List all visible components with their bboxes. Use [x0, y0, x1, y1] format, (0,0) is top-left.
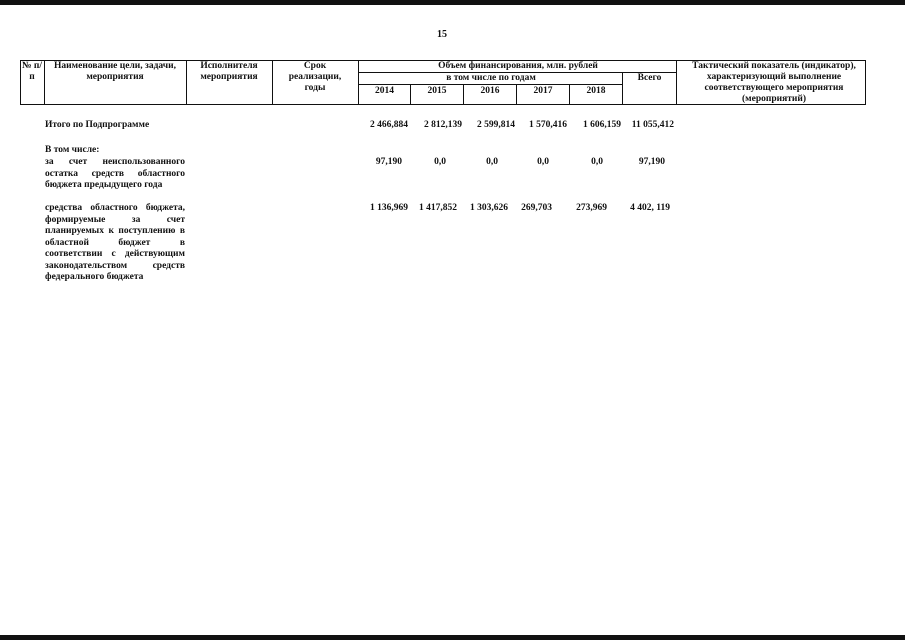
- col-divider: [676, 60, 677, 104]
- header-year-2015: 2015: [427, 86, 447, 96]
- value-2018: 1 606,159: [583, 120, 621, 130]
- col-divider: [272, 60, 273, 104]
- header-indicator: Тактический показатель (индикатор), характеризующий выполнение соответствующего мероприятия (мероприятий): [692, 61, 856, 104]
- header-funding-title: Объем финансирования, млн. рублей: [438, 61, 598, 71]
- value-total: 11 055,412: [631, 120, 674, 130]
- col-divider: [358, 60, 359, 104]
- value-2016: 2 599,814: [477, 120, 515, 130]
- col-divider: [865, 60, 866, 104]
- row-label-remainder: за счет неиспользованного остатка средств областного бюджета предыдущего года: [45, 157, 185, 190]
- years-sub-line: [358, 84, 622, 85]
- value-2016: 1 303,626: [470, 203, 508, 213]
- row-label-regional-budget: средства областного бюджета, формируемые за счет планируемых к поступлению в областной бюджет в соответствии с действующим законодательством средств федерального бюджета: [45, 203, 185, 282]
- value-2017: 1 570,416: [529, 120, 567, 130]
- header-col-number: № п/п: [21, 61, 43, 82]
- header-year-2014: 2014: [375, 86, 394, 96]
- col-divider: [186, 60, 187, 104]
- value-2014: 97,190: [375, 157, 402, 167]
- value-2016: 0,0: [486, 157, 498, 167]
- value-total: 97,190: [638, 157, 665, 167]
- row-label-total: Итого по Подпрограмме: [45, 120, 150, 130]
- header-year-2018: 2018: [586, 86, 606, 96]
- header-col-term: Срок реализации, годы: [288, 61, 342, 93]
- header-year-2016: 2016: [480, 86, 500, 96]
- header-by-years: в том числе по годам: [446, 73, 536, 83]
- top-border: [0, 0, 905, 5]
- value-2014: 1 136,969: [370, 203, 408, 213]
- header-col-executor: Исполнителя мероприятия: [200, 61, 258, 82]
- value-2017: 269,703: [521, 203, 552, 213]
- value-2014: 2 466,884: [370, 120, 408, 130]
- value-2015: 1 417,852: [419, 203, 457, 213]
- header-total: Всего: [637, 73, 662, 83]
- value-2015: 2 812,139: [424, 120, 462, 130]
- value-total: 4 402, 119: [630, 203, 670, 213]
- value-2015: 0,0: [434, 157, 446, 167]
- row-label-including: В том числе:: [45, 145, 100, 155]
- value-2018: 0,0: [591, 157, 603, 167]
- page-number: 15: [437, 29, 447, 40]
- col-divider: [44, 60, 45, 104]
- header-col-name: Наименование цели, задачи, мероприятия: [54, 61, 176, 82]
- value-2017: 0,0: [537, 157, 549, 167]
- value-2018: 273,969: [576, 203, 607, 213]
- bottom-border: [0, 635, 905, 640]
- header-year-2017: 2017: [533, 86, 553, 96]
